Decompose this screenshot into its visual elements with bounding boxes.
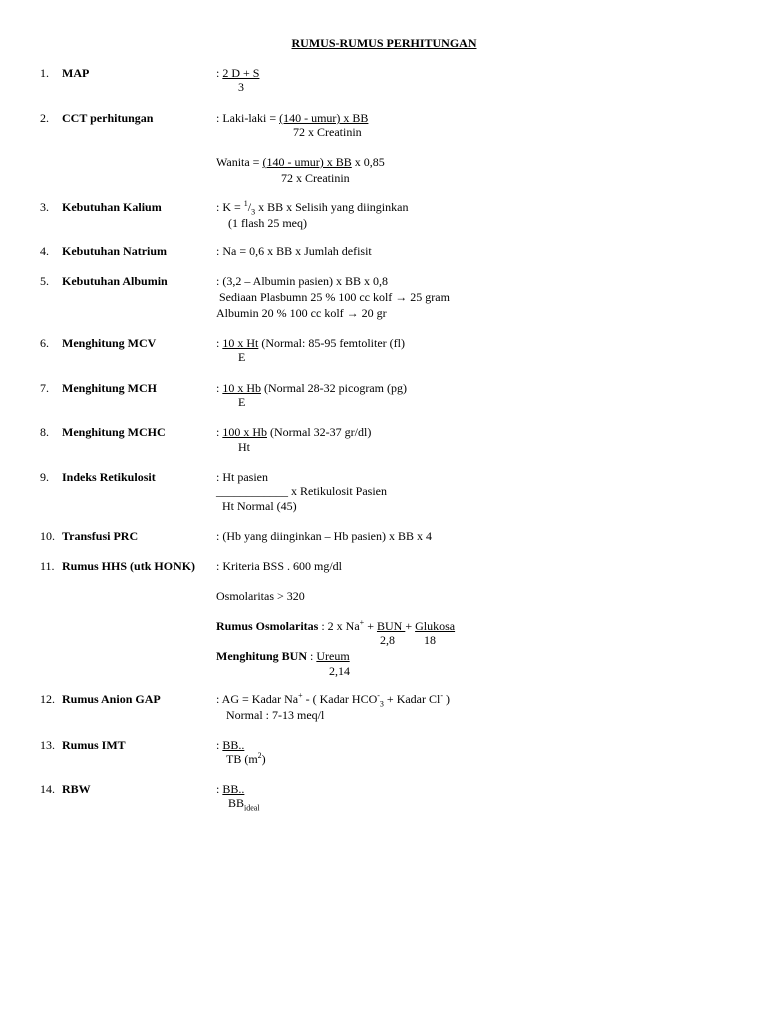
item-label-rbw: RBW bbox=[62, 782, 91, 796]
anion-gap-formula: : AG = Kadar Na+ - ( Kadar $HCO^-_3$ + Kadar Cl- ) bbox=[216, 691, 451, 709]
item-number: 12. bbox=[40, 692, 55, 706]
imt-numerator: BB.. bbox=[222, 738, 245, 752]
hhs-kriteria: : Kriteria BSS . 600 mg/dl bbox=[216, 559, 342, 573]
mchc-numerator: 100 x Hb bbox=[222, 425, 268, 439]
bun-denominator: 2,14 bbox=[329, 664, 350, 678]
item-label-imt: Rumus IMT bbox=[62, 738, 126, 752]
item-number: 7. bbox=[40, 381, 49, 395]
cct-female-formula: Wanita = (140 - umur) x BB x 0,85 bbox=[216, 155, 385, 169]
item-number: 10. bbox=[40, 529, 55, 543]
mchc-denominator: Ht bbox=[238, 440, 250, 454]
item-label-anion-gap: Rumus Anion GAP bbox=[62, 692, 161, 706]
mch-numerator: 10 x Hb bbox=[222, 381, 262, 395]
item-label-mcv: Menghitung MCV bbox=[62, 336, 157, 350]
item-number: 1. bbox=[40, 66, 49, 80]
rbw-denominator: $BB_{ideal}$ bbox=[228, 796, 260, 813]
prc-formula: : (Hb yang diinginkan – Hb pasien) x BB x 4 bbox=[216, 529, 432, 543]
mch-denominator: E bbox=[238, 395, 246, 409]
osmolaritas-den-glukosa: 18 bbox=[424, 633, 436, 647]
item-label-hhs: Rumus HHS (utk HONK) bbox=[62, 559, 196, 573]
item-label-kalium: Kebutuhan Kalium bbox=[62, 200, 162, 214]
kalium-formula: : $K = ^1/_3$ x BB x Selisih yang diinginkan bbox=[216, 199, 409, 217]
item-label-mchc: Menghitung MCHC bbox=[62, 425, 166, 439]
item-label-albumin: Kebutuhan Albumin bbox=[62, 274, 168, 288]
cct-female-denominator: 72 x Creatinin bbox=[281, 171, 350, 185]
mch-formula: : 10 x Hb (Normal 28-32 picogram (pg) bbox=[216, 381, 407, 395]
retikulosit-fraction-line: ____________ x Retikulosit Pasien bbox=[216, 484, 387, 498]
retikulosit-numerator: : Ht pasien bbox=[216, 470, 268, 484]
item-number: 4. bbox=[40, 244, 49, 258]
item-number: 11. bbox=[40, 559, 55, 573]
map-formula: : 2 D + S bbox=[216, 66, 260, 80]
rbw-numerator: BB.. bbox=[222, 782, 245, 796]
item-label-prc: Transfusi PRC bbox=[62, 529, 139, 543]
natrium-formula: : Na = 0,6 x BB x Jumlah defisit bbox=[216, 244, 372, 258]
map-numerator: 2 D + S bbox=[222, 66, 260, 80]
mcv-numerator: 10 x Ht bbox=[222, 336, 259, 350]
albumin-sediaan-plasbumin: Sediaan Plasbumn 25 % 100 cc kolf → 25 gram bbox=[219, 290, 450, 304]
imt-denominator: TB $(m^2)$ bbox=[226, 751, 266, 766]
page-title: RUMUS-RUMUS PERHITUNGAN bbox=[291, 36, 477, 50]
imt-formula: : BB.. bbox=[216, 738, 245, 752]
cct-male-numerator: (140 - umur) x BB bbox=[279, 111, 369, 125]
cct-male-formula: : Laki-laki = (140 - umur) x BB bbox=[216, 111, 369, 125]
retikulosit-denominator: Ht Normal (45) bbox=[222, 499, 297, 513]
item-number: 3. bbox=[40, 200, 49, 214]
item-number: 14. bbox=[40, 782, 55, 796]
item-label-cct: CCT perhitungan bbox=[62, 111, 154, 125]
hhs-osmolaritas: Osmolaritas > 320 bbox=[216, 589, 305, 603]
item-label-map: MAP bbox=[62, 66, 90, 80]
item-number: 13. bbox=[40, 738, 55, 752]
item-label-retikulosit: Indeks Retikulosit bbox=[62, 470, 156, 484]
albumin-formula: : (3,2 – Albumin pasien) x BB x 0,8 bbox=[216, 274, 388, 288]
mcv-denominator: E bbox=[238, 350, 246, 364]
osmolaritas-label: Rumus Osmolaritas bbox=[216, 619, 319, 633]
item-number: 5. bbox=[40, 274, 49, 288]
mcv-formula: : 10 x Ht (Normal: 85-95 femtoliter (fl) bbox=[216, 336, 405, 350]
item-number: 8. bbox=[40, 425, 49, 439]
map-denominator: 3 bbox=[238, 80, 244, 94]
osmolaritas-den-bun: 2,8 bbox=[380, 633, 395, 647]
bun-formula: Menghitung BUN : Ureum bbox=[216, 649, 350, 663]
anion-gap-normal: Normal : 7-13 meq/l bbox=[226, 708, 325, 722]
albumin-sediaan-20: Albumin 20 % 100 cc kolf → 20 gr bbox=[216, 306, 387, 320]
mchc-formula: : 100 x Hb (Normal 32-37 gr/dl) bbox=[216, 425, 372, 439]
cct-female-numerator: (140 - umur) x BB bbox=[262, 155, 352, 169]
osmolaritas-formula: Rumus Osmolaritas : 2 x Na+ + BUN + Glukosa bbox=[216, 618, 456, 633]
item-number: 6. bbox=[40, 336, 49, 350]
bun-label: Menghitung BUN bbox=[216, 649, 308, 663]
item-number: 9. bbox=[40, 470, 49, 484]
kalium-note: (1 flash 25 meq) bbox=[228, 216, 307, 230]
item-number: 2. bbox=[40, 111, 49, 125]
item-label-natrium: Kebutuhan Natrium bbox=[62, 244, 168, 258]
rbw-formula: : BB.. bbox=[216, 782, 245, 796]
cct-male-denominator: 72 x Creatinin bbox=[293, 125, 362, 139]
item-label-mch: Menghitung MCH bbox=[62, 381, 158, 395]
